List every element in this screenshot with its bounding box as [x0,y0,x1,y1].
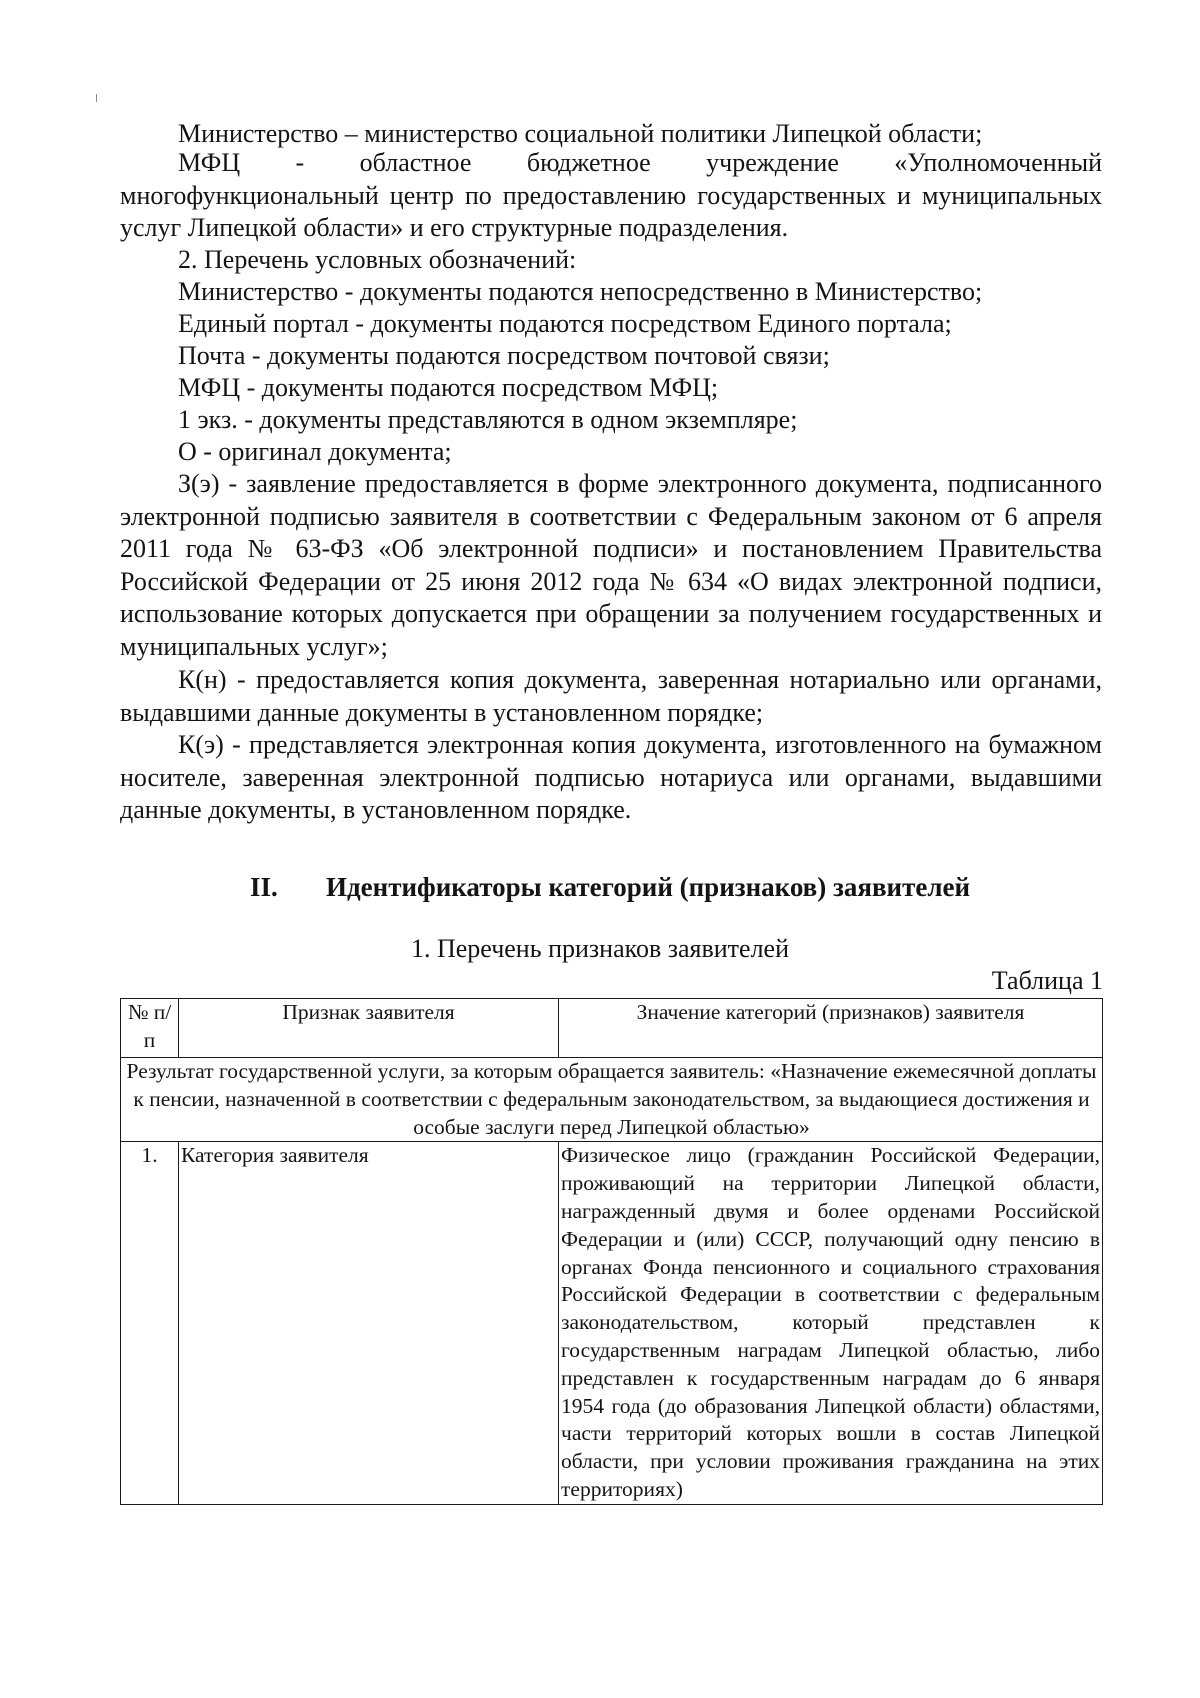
symbol-k-e: К(э) - представляется электронная копия документа, изготовленного на бумажном носителе, заверенная электронной подписью нотариуса или органами, выдавшими данные документы, в установленном порядке. [120,730,1102,824]
row-value: Физическое лицо (гражданин Российской Федерации, проживающий на территории Липецкой области, награжденный двумя и более орденами Российской Федерации и (или) СССР, получающий одну пенсию в органах Фонда пенсионного и социального страхования Российской Федерации в соответствии с федеральным законодательством, который представлен к государственным наградам Липецкой областью, либо представлен к государственным наградам до 6 января 1954 года (до образования Липецкой области) областями, части территорий которых вошли в состав Липецкой области, при условии проживания гражданина на этих территориях) [559,1142,1103,1504]
symbol-item-original: О - оригинал документа; [178,437,452,466]
symbol-item-portal: Единый портал - документы подаются посредством Единого портала; [178,309,952,338]
row-number: 1. [121,1142,179,1504]
row-attribute: Категория заявителя [179,1142,559,1504]
symbol-k-n: К(н) - предоставляется копия документа, заверенная нотариально или органами, выдавшими данные документы в установленном порядке; [120,665,1102,727]
table-row [121,1142,1103,1504]
symbol-z-e: З(э) - заявление предоставляется в форме электронного документа, подписанного электронной подписью заявителя в соответствии с Федеральным законом от 6 апреля 2011 года № 63-ФЗ «Об электронной подписи» и постановлением Правительства Российской Федерации от 25 июня 2012 года № 634 «О видах электронной подписи, использование которых допускается при обращении за получением государственных и муниципальных услуг»; [120,469,1102,661]
subsection-title: 1. Перечень признаков заявителей [410,934,790,963]
symbol-item-mfc: МФЦ - документы подаются посредством МФЦ; [178,373,719,402]
applicant-attributes-table [120,998,1103,1505]
definition-mfc: МФЦ - областное бюджетное учреждение «Уполномоченный многофункциональный центр по предоставлению государственных и муниципальных услуг Липецкой области» и его структурные подразделения. [120,148,1102,242]
symbols-title: 2. Перечень условных обозначений: [178,245,577,274]
header-number: № п/п [121,999,179,1058]
symbol-item-mail: Почта - документы подаются посредством почтовой связи; [178,341,830,370]
scan-mark [96,94,97,102]
header-value: Значение категорий (признаков) заявителя [559,999,1103,1058]
symbol-item-copies: 1 экз. - документы представляются в одном экземпляре; [178,405,798,434]
table-result-row [121,1058,1103,1142]
result-description: Результат государственной услуги, за которым обращается заявитель: «Назначение ежемесячной доплаты к пенсии, назначенной в соответствии с федеральным законодательством, за выдающиеся достижения и особые заслуги перед Липецкой областью» [121,1058,1103,1142]
section-heading [0,872,1200,908]
section-number: II. [250,872,278,902]
section-title: Идентификаторы категорий (признаков) заявителей [326,872,971,902]
table-header-row [121,999,1103,1058]
table-caption: Таблица 1 [991,966,1103,995]
symbol-item-ministry: Министерство - документы подаются непосредственно в Министерство; [178,277,983,306]
definition-ministry: Министерство – министерство социальной политики Липецкой области; [178,119,983,148]
header-attribute: Признак заявителя [179,999,559,1058]
